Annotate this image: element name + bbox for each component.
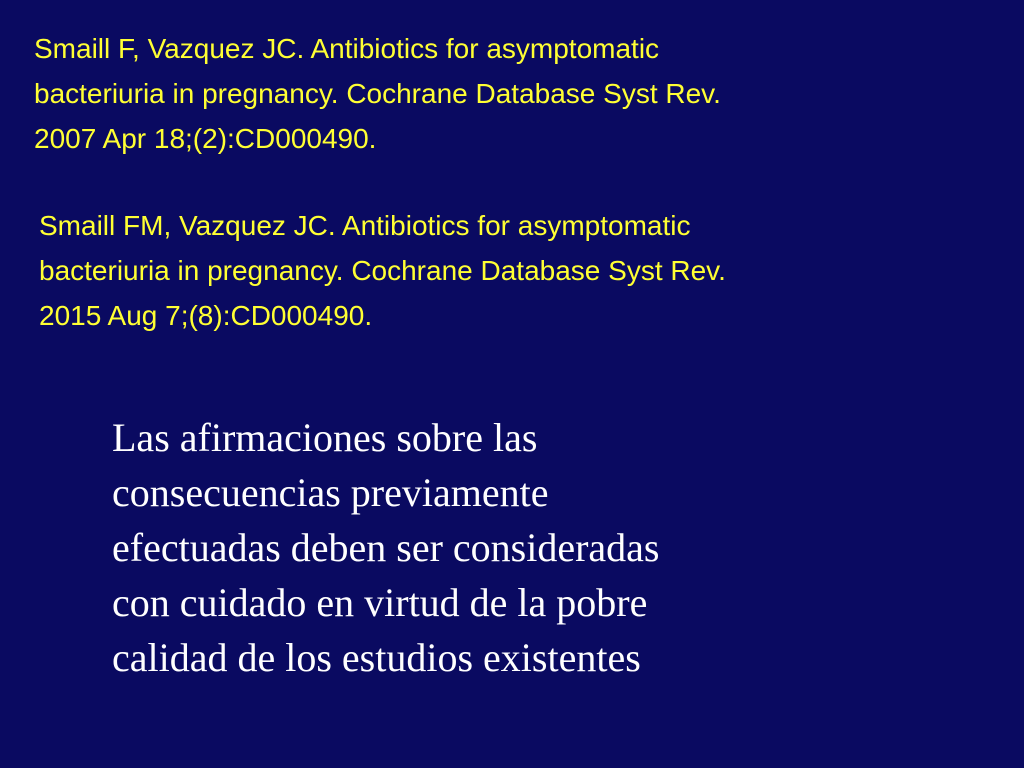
conclusion-statement [112, 410, 660, 685]
reference-2007 [34, 26, 721, 161]
reference-2015-line-3: 2015 Aug 7;(8):CD000490. [39, 300, 373, 331]
conclusion-line-2: consecuencias previamente [112, 470, 549, 515]
reference-2007-line-1: Smaill F, Vazquez JC. Antibiotics for asymptomatic [34, 33, 660, 64]
reference-2007-line-3: 2007 Apr 18;(2):CD000490. [34, 123, 377, 154]
conclusion-line-4: con cuidado en virtud de la pobre [112, 580, 648, 625]
reference-2015-line-1: Smaill FM, Vazquez JC. Antibiotics for asymptomatic [39, 210, 691, 241]
conclusion-line-3: efectuadas deben ser consideradas [112, 525, 660, 570]
reference-2015 [39, 203, 726, 338]
reference-2015-line-2: bacteriuria in pregnancy. Cochrane Database Syst Rev. [39, 255, 726, 286]
conclusion-line-1: Las afirmaciones sobre las [112, 415, 538, 460]
conclusion-line-5: calidad de los estudios existentes [112, 635, 641, 680]
reference-2007-line-2: bacteriuria in pregnancy. Cochrane Database Syst Rev. [34, 78, 721, 109]
